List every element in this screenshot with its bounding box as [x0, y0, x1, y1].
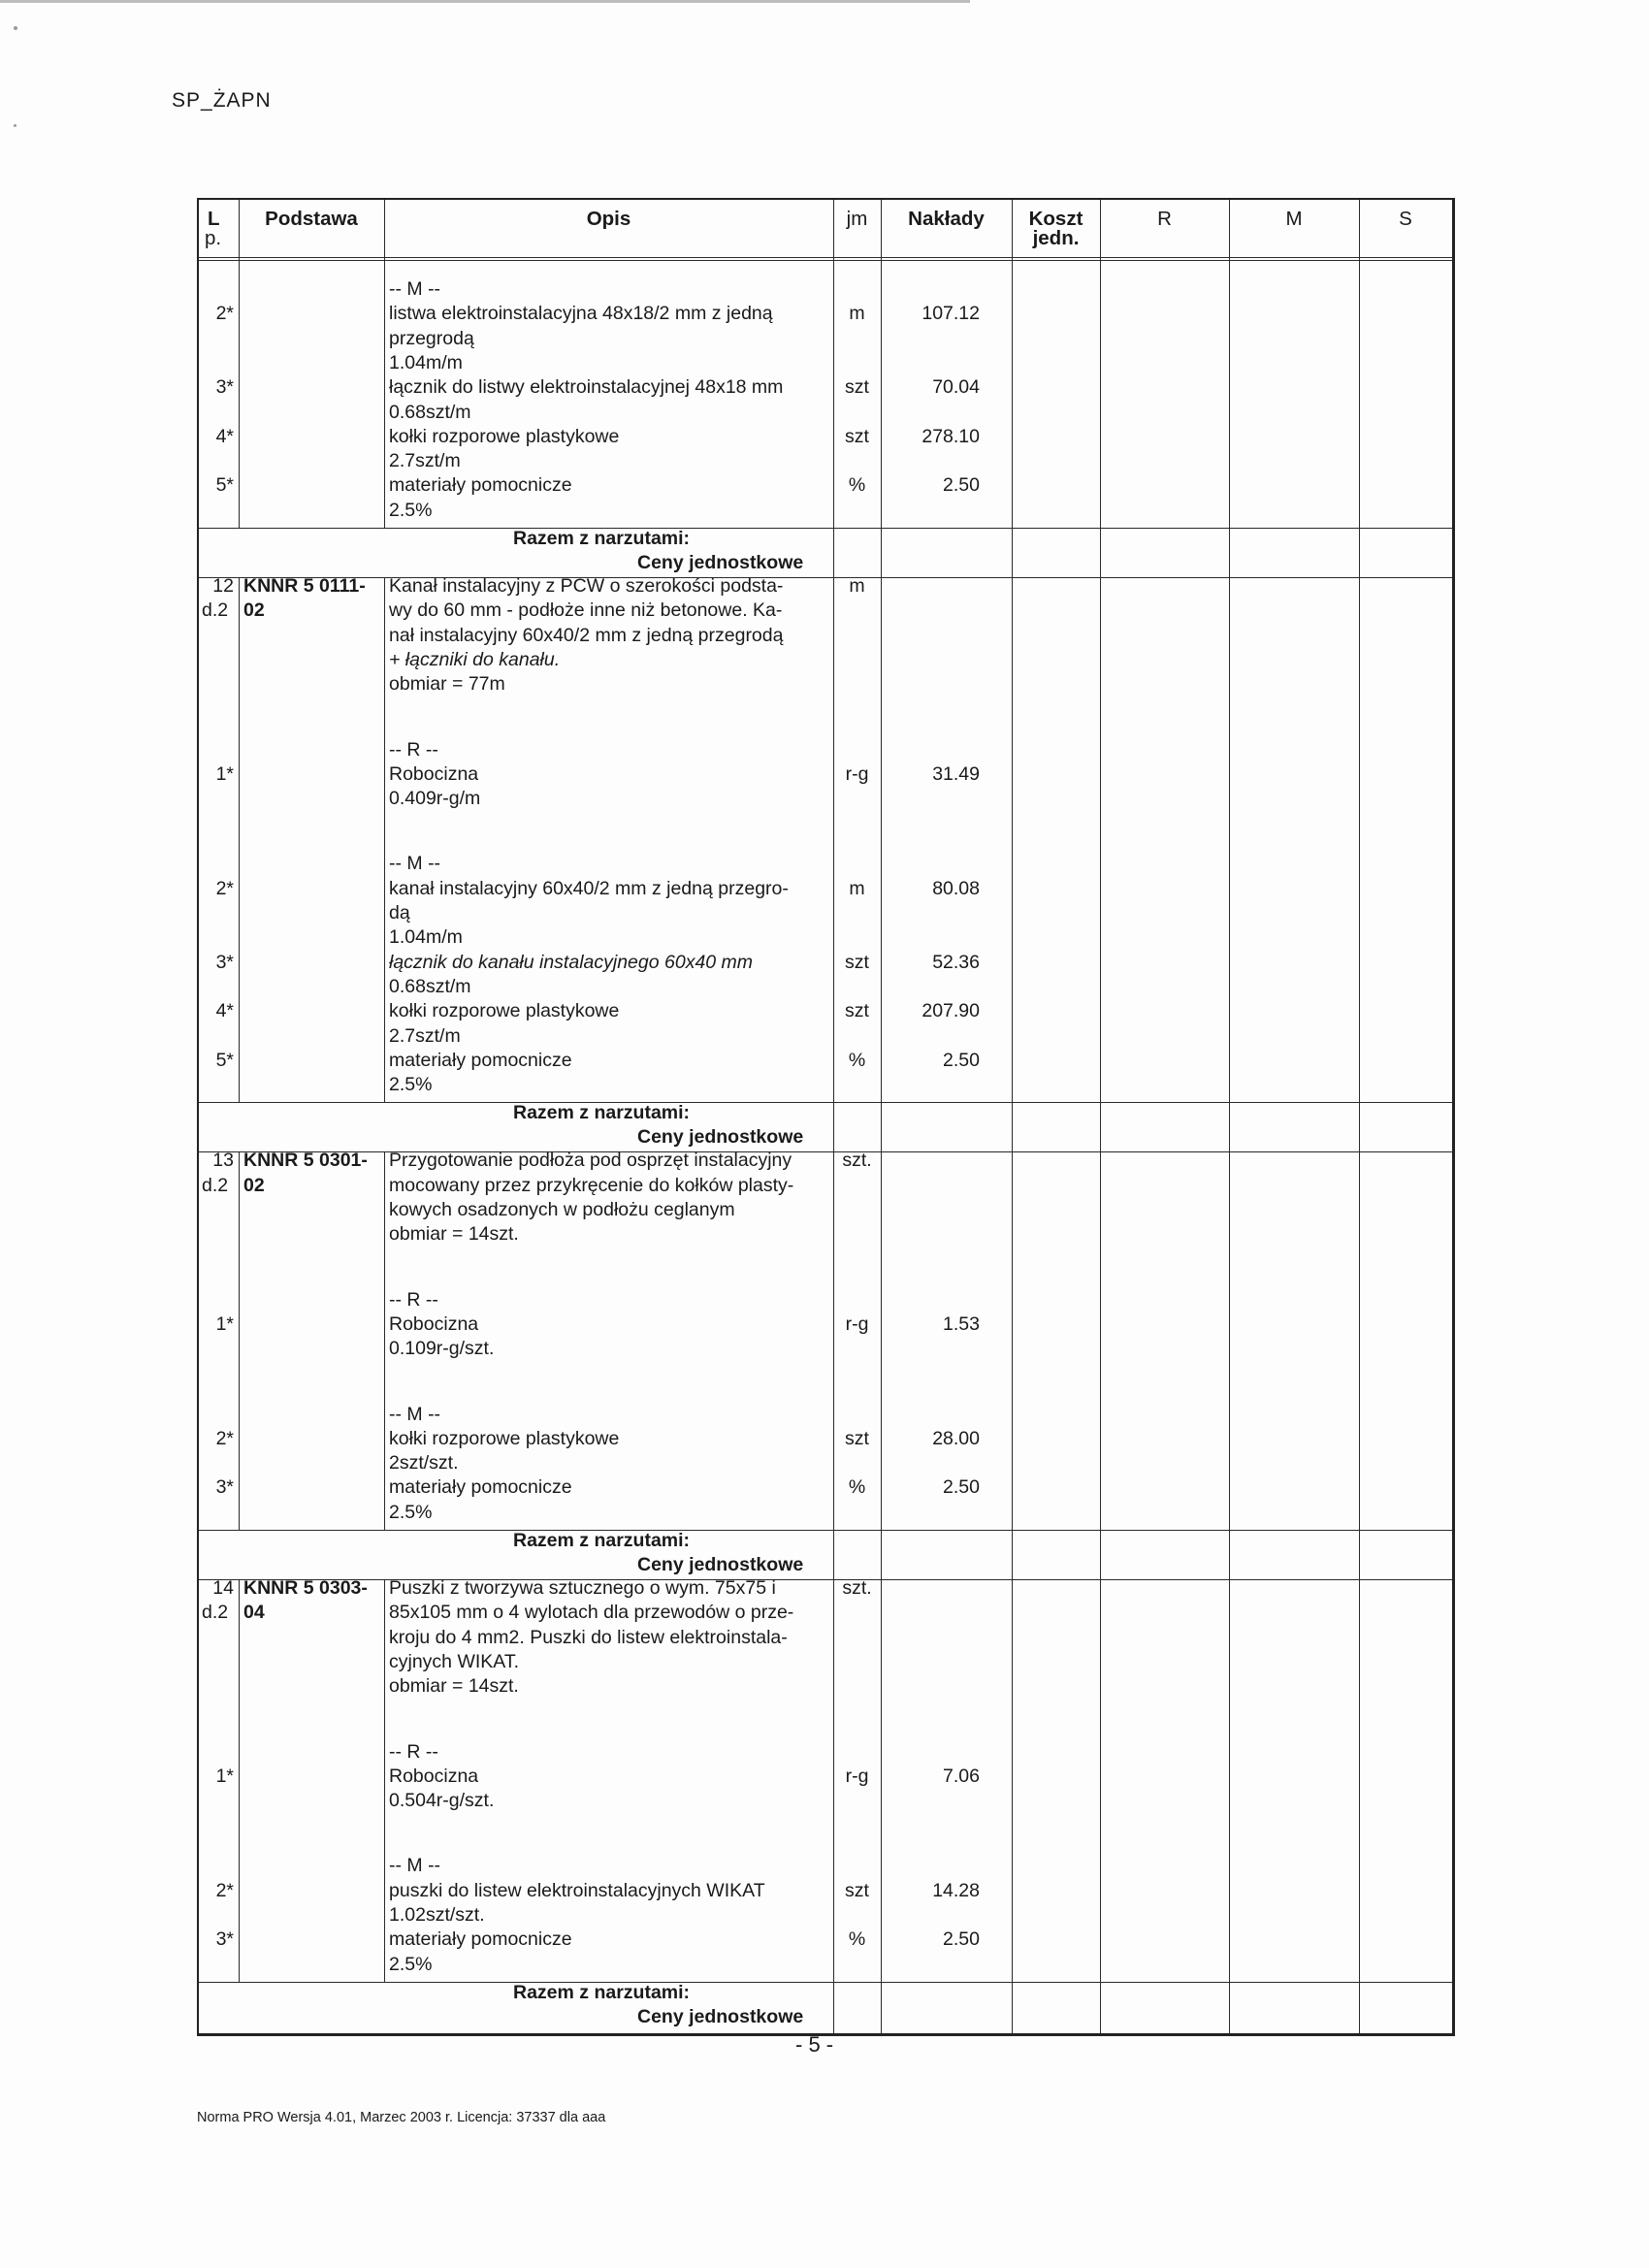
item-basis-code-2: 04	[243, 1602, 265, 1624]
resource-number: 1*	[215, 762, 234, 785]
resource-number: 1*	[215, 1765, 234, 1787]
resource-unit: r-g	[845, 762, 869, 785]
resource-quantity: 7.06	[943, 1765, 980, 1787]
item-basis-code: KNNR 5 0303-	[243, 1577, 368, 1599]
resource-name: kołki rozporowe plastykowe	[389, 425, 620, 447]
item-description-line: Kanał instalacyjny z PCW o szerokości podsta-	[389, 575, 784, 597]
column-header-koszt-2: jedn.	[1032, 227, 1080, 249]
resource-name: łącznik do listwy elektroinstalacyjnej 48x18 mm	[389, 376, 784, 399]
resource-number: 4*	[215, 1000, 234, 1022]
resource-group-header: -- R --	[389, 738, 438, 761]
resource-name: puszki do listew elektroinstalacyjnych WIKAT	[389, 1879, 765, 1901]
resource-quantity: 107.12	[922, 303, 980, 325]
resource-norm: 2.5%	[389, 499, 433, 521]
item-description-line: obmiar = 14szt.	[389, 1675, 519, 1698]
item-description-line: cyjnych WIKAT.	[389, 1650, 519, 1672]
resource-unit: r-g	[845, 1765, 869, 1787]
resource-unit: szt	[845, 951, 869, 973]
resource-number: 3*	[215, 951, 234, 973]
summary-unit-prices-label: Ceny jednostkowe	[637, 1126, 804, 1149]
resource-name: Robocizna	[389, 1765, 479, 1787]
cost-estimate-table	[197, 198, 1455, 2036]
resource-norm: 1.04m/m	[389, 351, 463, 373]
column-header-podstawa: Podstawa	[265, 208, 358, 230]
resource-unit: %	[848, 474, 866, 497]
resource-name: materiały pomocnicze	[389, 1476, 572, 1499]
resource-quantity: 2.50	[943, 1476, 980, 1499]
resource-quantity: 31.49	[932, 762, 980, 785]
item-number-suffix: d.2	[202, 1174, 229, 1196]
resource-quantity: 278.10	[922, 425, 980, 447]
item-unit: szt.	[842, 1150, 872, 1172]
column-divider	[384, 1579, 385, 1982]
item-description-line: wy do 60 mm - podłoże inne niż betonowe. Ka-	[389, 599, 783, 622]
column-divider	[1100, 200, 1101, 2033]
item-description-line: mocowany przez przykręcenie do kołków plasty-	[389, 1174, 794, 1196]
column-header-r: R	[1157, 208, 1172, 230]
resource-norm: 0.68szt/m	[389, 401, 471, 423]
item-description-line: kroju do 4 mm2. Puszki do listew elektroinstala-	[389, 1626, 788, 1648]
resource-quantity: 2.50	[943, 1049, 980, 1071]
item-description-line: + łączniki do kanału.	[389, 648, 561, 670]
column-header-lp-2: p.	[205, 227, 222, 249]
resource-norm: 0.109r-g/szt.	[389, 1338, 495, 1360]
column-header-s: S	[1399, 208, 1412, 230]
resource-name: Robocizna	[389, 762, 479, 785]
resource-group-header: -- R --	[389, 1288, 438, 1311]
item-description-line: obmiar = 77m	[389, 673, 505, 696]
item-unit: szt.	[842, 1577, 872, 1599]
header-divider	[199, 257, 1452, 258]
resource-norm: 2.5%	[389, 1953, 433, 1975]
resource-unit: m	[849, 877, 865, 899]
column-header-koszt: Koszt	[1028, 208, 1083, 230]
resource-name: kołki rozporowe plastykowe	[389, 1427, 620, 1449]
column-header-m: M	[1285, 208, 1303, 230]
summary-total-label: Razem z narzutami:	[513, 1102, 691, 1124]
resource-norm: przegrodą	[389, 327, 474, 349]
item-number: 12	[212, 575, 234, 597]
resource-norm: 2szt/szt.	[389, 1452, 459, 1474]
resource-quantity: 2.50	[943, 1928, 980, 1951]
resource-quantity: 207.90	[922, 1000, 980, 1022]
item-description-line: Puszki z tworzywa sztucznego o wym. 75x75 i	[389, 1577, 776, 1599]
column-header-naklady: Nakłady	[908, 208, 985, 230]
item-divider	[199, 1579, 1452, 1580]
item-description-line: 85x105 mm o 4 wylotach dla przewodów o prze-	[389, 1602, 794, 1624]
scan-speck	[14, 124, 16, 127]
scan-top-edge	[0, 0, 970, 3]
column-divider	[384, 200, 385, 260]
item-basis-code: KNNR 5 0111-	[243, 575, 366, 597]
resource-number: 2*	[215, 1879, 234, 1901]
resource-unit: m	[849, 303, 865, 325]
resource-number: 3*	[215, 1928, 234, 1951]
summary-unit-prices-label: Ceny jednostkowe	[637, 2005, 804, 2027]
resource-name: łącznik do kanału instalacyjnego 60x40 mm	[389, 951, 754, 973]
column-divider	[881, 200, 882, 2033]
page-number: - 5 -	[795, 2032, 834, 2057]
resource-number: 5*	[215, 474, 234, 497]
summary-divider	[199, 1982, 1452, 1983]
resource-norm: 2.7szt/m	[389, 1024, 461, 1047]
resource-name: listwa elektroinstalacyjna 48x18/2 mm z jedną	[389, 303, 773, 325]
resource-number: 3*	[215, 1476, 234, 1499]
resource-quantity: 1.53	[943, 1312, 980, 1335]
item-basis-code-2: 02	[243, 599, 265, 622]
resource-name: materiały pomocnicze	[389, 1928, 572, 1951]
summary-total-label: Razem z narzutami:	[513, 1530, 691, 1551]
resource-name: Robocizna	[389, 1312, 479, 1335]
document-header: SP_ŻAPN	[172, 89, 272, 112]
resource-quantity: 80.08	[932, 877, 980, 899]
footer-license: Norma PRO Wersja 4.01, Marzec 2003 r. Licencja: 37337 dla aaa	[197, 2110, 606, 2125]
column-divider	[384, 260, 385, 528]
resource-unit: szt	[845, 1427, 869, 1449]
resource-unit: %	[848, 1476, 866, 1499]
item-description-line: kowych osadzonych w podłożu ceglanym	[389, 1199, 735, 1220]
item-number-suffix: d.2	[202, 1602, 229, 1624]
resource-number: 3*	[215, 376, 234, 399]
resource-unit: szt	[845, 1879, 869, 1901]
item-divider	[199, 1151, 1452, 1152]
column-divider	[239, 1151, 240, 1530]
scan-speck	[14, 26, 17, 30]
resource-group-header: -- R --	[389, 1740, 438, 1763]
column-header-opis: Opis	[586, 208, 631, 230]
item-basis-code-2: 02	[243, 1174, 265, 1196]
resource-unit: %	[848, 1928, 866, 1951]
summary-divider	[199, 528, 1452, 529]
resource-norm: 0.409r-g/m	[389, 788, 481, 810]
resource-quantity: 52.36	[932, 951, 980, 973]
resource-unit: %	[848, 1049, 866, 1071]
resource-group-header: -- M --	[389, 853, 441, 875]
header-divider-double	[199, 260, 1452, 261]
resource-norm: 1.02szt/szt.	[389, 1904, 485, 1926]
resource-norm: 1.04m/m	[389, 926, 463, 949]
column-divider	[384, 1151, 385, 1530]
item-divider	[199, 577, 1452, 578]
column-divider	[1229, 200, 1230, 2033]
column-divider	[1359, 200, 1360, 2033]
resource-unit: szt	[845, 376, 869, 399]
resource-group-header: -- M --	[389, 1403, 441, 1425]
column-header-lp: L	[208, 208, 220, 230]
column-header-jm: jm	[846, 208, 868, 230]
item-number-suffix: d.2	[202, 599, 229, 622]
column-divider	[239, 260, 240, 528]
resource-group-header: -- M --	[389, 278, 441, 300]
item-basis-code: KNNR 5 0301-	[243, 1150, 368, 1172]
resource-unit: r-g	[845, 1312, 869, 1335]
resource-name: materiały pomocnicze	[389, 1049, 572, 1071]
resource-norm: 2.5%	[389, 1074, 433, 1096]
column-divider	[239, 577, 240, 1102]
resource-number: 2*	[215, 1427, 234, 1449]
column-divider	[384, 577, 385, 1102]
resource-quantity: 70.04	[932, 376, 980, 399]
item-description-line: nał instalacyjny 60x40/2 mm z jedną przegrodą	[389, 624, 784, 646]
column-divider	[833, 200, 834, 2033]
resource-norm: dą	[389, 902, 410, 923]
resource-quantity: 2.50	[943, 474, 980, 497]
resource-number: 1*	[215, 1312, 234, 1335]
resource-norm: 2.7szt/m	[389, 450, 461, 472]
resource-name: kanał instalacyjny 60x40/2 mm z jedną przegro-	[389, 877, 789, 899]
resource-number: 5*	[215, 1049, 234, 1071]
item-number: 14	[212, 1577, 234, 1599]
resource-name: materiały pomocnicze	[389, 474, 572, 497]
summary-unit-prices-label: Ceny jednostkowe	[637, 552, 804, 573]
item-number: 13	[212, 1150, 234, 1172]
resource-unit: szt	[845, 425, 869, 447]
summary-total-label: Razem z narzutami:	[513, 1981, 691, 2003]
column-divider	[239, 200, 240, 260]
resource-number: 2*	[215, 877, 234, 899]
summary-divider	[199, 1530, 1452, 1531]
resource-norm: 0.504r-g/szt.	[389, 1790, 495, 1812]
item-unit: m	[849, 575, 865, 597]
resource-quantity: 14.28	[932, 1879, 980, 1901]
resource-quantity: 28.00	[932, 1427, 980, 1449]
resource-group-header: -- M --	[389, 1855, 441, 1877]
summary-unit-prices-label: Ceny jednostkowe	[637, 1554, 804, 1575]
item-description-line: Przygotowanie podłoża pod osprzęt instalacyjny	[389, 1150, 792, 1172]
resource-number: 4*	[215, 425, 234, 447]
summary-divider	[199, 1102, 1452, 1103]
resource-norm: 0.68szt/m	[389, 975, 471, 997]
resource-number: 2*	[215, 303, 234, 325]
column-divider	[239, 1579, 240, 1982]
item-description-line: obmiar = 14szt.	[389, 1223, 519, 1246]
resource-name: kołki rozporowe plastykowe	[389, 1000, 620, 1022]
column-divider	[1012, 200, 1013, 2033]
resource-norm: 2.5%	[389, 1501, 433, 1523]
summary-total-label: Razem z narzutami:	[513, 528, 691, 549]
resource-unit: szt	[845, 1000, 869, 1022]
